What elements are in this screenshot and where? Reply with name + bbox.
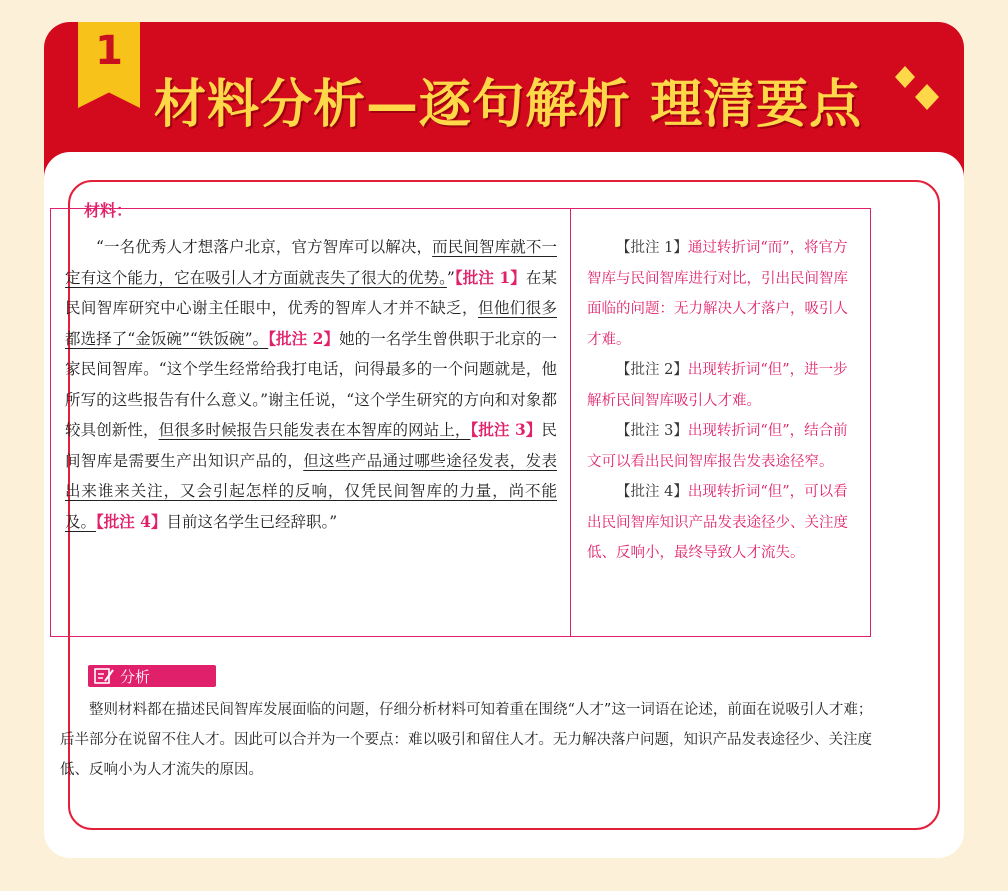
- note-tag: 【批注 3】: [616, 423, 688, 439]
- note-item: [587, 416, 856, 477]
- note-tag: 【批注 1】: [616, 240, 688, 256]
- passage-text: [65, 232, 557, 537]
- note-tag: 【批注 2】: [616, 362, 688, 378]
- annotation-table: [50, 208, 871, 637]
- note-marker-2: 【批注 2】: [268, 328, 340, 348]
- note-text: 出现转折词“但”，进一步解析民间智库吸引人才难。: [587, 362, 848, 409]
- diamond-decoration-icon: [889, 66, 949, 116]
- passage-sentence: 她的一名学生曾供职于北京的一家民间智库。“这个学生经常给我打电话，问得最多的一个问题就是，他所写的这些报告有什么意义。”谢主任说，“这个学生研究的方向和对象都较具创新性，: [65, 329, 557, 439]
- passage-underlined: 而民间智库就不一定有这个能力，它在吸引人才方面就丧失了很大的优势。: [65, 238, 557, 287]
- passage-underlined: 但很多时候报告只能发表在本智库的网站上，: [158, 421, 471, 439]
- section-title: 材料分析—逐句解析 理清要点: [154, 75, 863, 135]
- passage-sentence: 民间智库是需要生产出知识产品的，: [65, 421, 557, 470]
- passage-sentence: ”: [446, 268, 455, 287]
- analysis-body: [60, 695, 880, 785]
- passage-column: [51, 209, 571, 636]
- note-item: [587, 477, 856, 569]
- pencil-note-icon: [94, 667, 114, 685]
- notes-column: [571, 209, 870, 636]
- note-marker-1: 【批注 1】: [454, 267, 526, 287]
- analysis-text: 整则材料都在描述民间智库发展面临的问题，仔细分析材料可知着重在围绕“人才”这一词语在论述，前面在说吸引人才难；后半部分在说留不住人才。因此可以合并为一个要点：难以吸引和留住人才。无力解决落户问题，知识产品发表途径少、关注度低、反响小为人才流失的原因。: [60, 702, 873, 778]
- note-marker-3: 【批注 3】: [470, 420, 542, 439]
- material-label: 材料：: [84, 201, 133, 220]
- analysis-label: 分析: [120, 668, 151, 686]
- passage-sentence: 在某民间智库研究中心谢主任眼中，优秀的智库人才并不缺乏，: [65, 268, 557, 317]
- note-item: [587, 233, 856, 355]
- note-tag: 【批注 4】: [616, 484, 688, 500]
- section-number: 1: [95, 28, 123, 74]
- passage-underlined: 但这些产品通过哪些途径发表，发表出来谁来关注，又会引起怎样的反响，仅凭民间智库的力量，尚不能及。: [65, 451, 557, 531]
- passage-sentence: 目前这名学生已经辞职。”: [166, 512, 338, 531]
- note-text: 出现转折词“但”，结合前文可以看出民间智库报告发表途径窄。: [587, 423, 848, 470]
- passage-underlined: 但他们很多都选择了“金饭碗”“铁饭碗”。: [65, 299, 557, 348]
- note-marker-4: 【批注 4】: [96, 511, 167, 531]
- note-text: 通过转折词“而”，将官方智库与民间智库进行对比，引出民间智库面临的问题：无力解决人才落户，吸引人才难。: [587, 240, 848, 348]
- note-text: 出现转折词“但”，可以看出民间智库知识产品发表途径少、关注度低、反响小，最终导致人才流失。: [587, 484, 848, 561]
- note-item: [587, 355, 856, 416]
- passage-sentence: “一名优秀人才想落户北京，官方智库可以解决，: [96, 238, 433, 256]
